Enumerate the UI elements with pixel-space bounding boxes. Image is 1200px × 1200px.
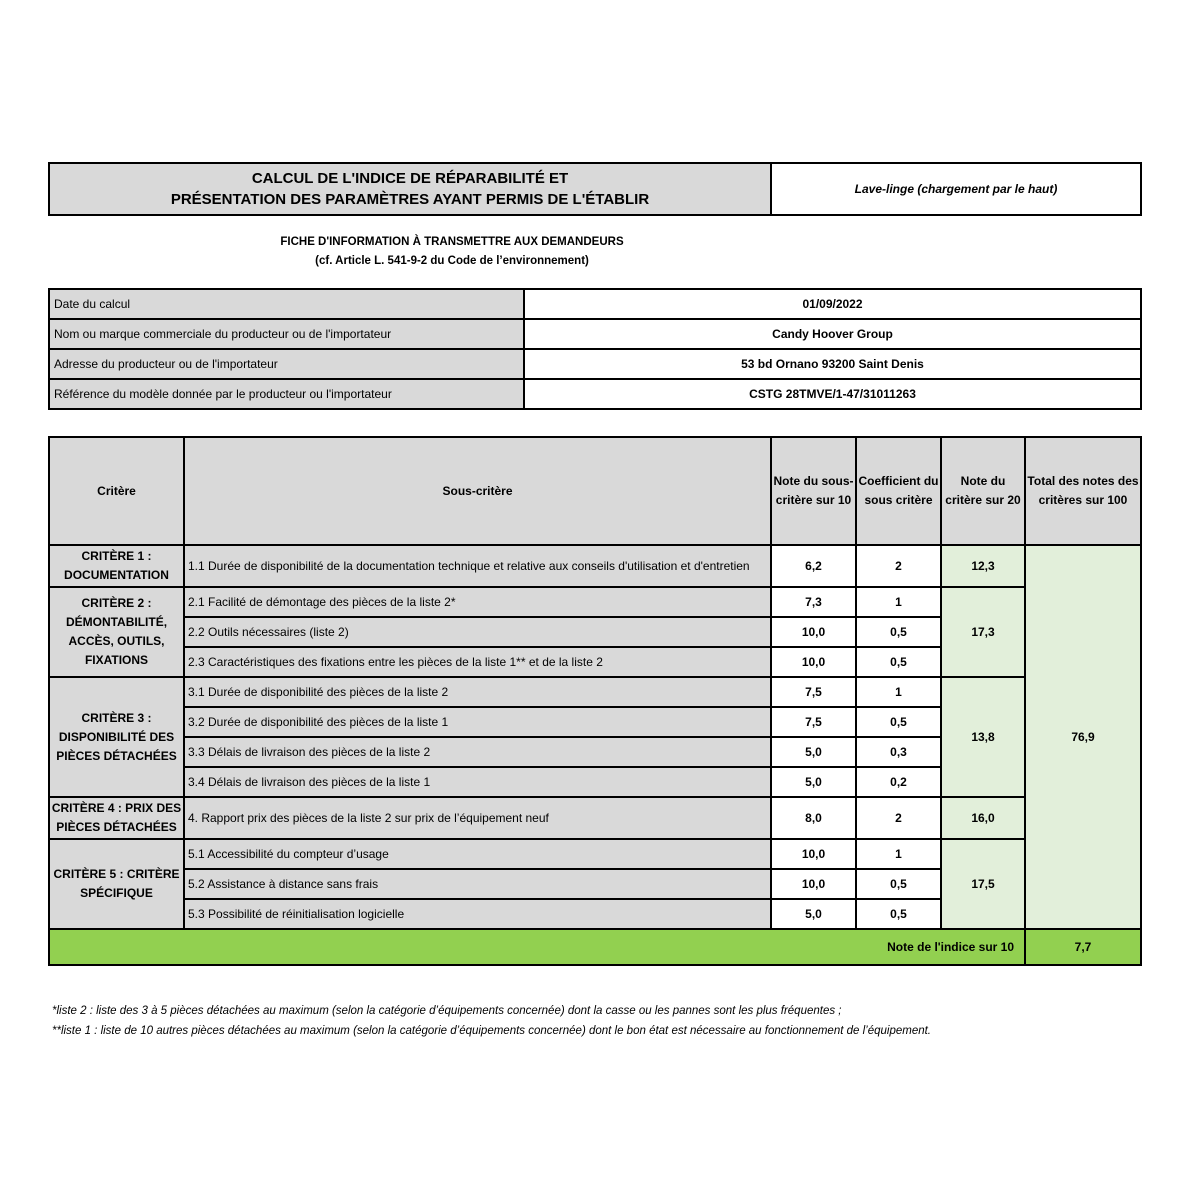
criterion-name: CRITÈRE 3 : DISPONIBILITÉ DES PIÈCES DÉTACHÉES	[49, 677, 184, 797]
info-value: 53 bd Ornano 93200 Saint Denis	[524, 349, 1141, 379]
sub-criterion-label: 2.2 Outils nécessaires (liste 2)	[184, 617, 771, 647]
criterion-name: CRITÈRE 1 : DOCUMENTATION	[49, 545, 184, 587]
info-label: Nom ou marque commerciale du producteur ou de l'importateur	[49, 319, 524, 349]
table-row	[49, 587, 1141, 617]
info-label: Adresse du producteur ou de l'importateur	[49, 349, 524, 379]
table-row	[49, 839, 1141, 869]
header-note-sous-critere: Note du sous-critère sur 10	[771, 437, 856, 545]
sub-criterion-label: 3.1 Durée de disponibilité des pièces de la liste 2	[184, 677, 771, 707]
info-value: Candy Hoover Group	[524, 319, 1141, 349]
criterion-score: 16,0	[941, 797, 1025, 839]
sub-criterion-coefficient: 2	[856, 545, 941, 587]
info-row	[49, 349, 1141, 379]
sub-criterion-coefficient: 0,5	[856, 617, 941, 647]
sub-criterion-coefficient: 0,3	[856, 737, 941, 767]
header-coefficient: Coefficient du sous critère	[856, 437, 941, 545]
criterion-name: CRITÈRE 5 : CRITÈRE SPÉCIFIQUE	[49, 839, 184, 929]
sub-criterion-label: 5.3 Possibilité de réinitialisation logicielle	[184, 899, 771, 929]
subtitle-line-2: (cf. Article L. 541-9-2 du Code de l’environnement)	[315, 255, 589, 267]
sub-criterion-note: 5,0	[771, 899, 856, 929]
document-title	[49, 163, 771, 215]
criterion-score: 17,5	[941, 839, 1025, 929]
sub-criterion-coefficient: 2	[856, 797, 941, 839]
index-label: Note de l'indice sur 10	[49, 929, 1025, 965]
score-table	[48, 436, 1142, 966]
sub-criterion-label: 3.2 Durée de disponibilité des pièces de la liste 1	[184, 707, 771, 737]
sub-criterion-label: 2.3 Caractéristiques des fixations entre les pièces de la liste 1** et de la liste 2	[184, 647, 771, 677]
title-line-2: PRÉSENTATION DES PARAMÈTRES AYANT PERMIS DE L'ÉTABLIR	[170, 191, 650, 208]
info-row	[49, 319, 1141, 349]
sub-criterion-note: 7,5	[771, 707, 856, 737]
criterion-name: CRITÈRE 2 : DÉMONTABILITÉ, ACCÈS, OUTILS, FIXATIONS	[49, 587, 184, 677]
header-critere: Critère	[49, 437, 184, 545]
index-value: 7,7	[1025, 929, 1141, 965]
sub-criterion-note: 7,5	[771, 677, 856, 707]
criterion-score: 12,3	[941, 545, 1025, 587]
sub-criterion-coefficient: 0,5	[856, 899, 941, 929]
info-label: Date du calcul	[49, 289, 524, 319]
footnote-liste-2: *liste 2 : liste des 3 à 5 pièces détachées au maximum (selon la catégorie d’équipements concernée) dont la casse ou les pannes sont les plus fréquentes ;	[52, 1005, 842, 1017]
sub-criterion-label: 1.1 Durée de disponibilité de la documentation technique et relative aux conseils d'utilisation et d'entretien	[184, 545, 771, 587]
criterion-name: CRITÈRE 4 : PRIX DES PIÈCES DÉTACHÉES	[49, 797, 184, 839]
info-row	[49, 379, 1141, 409]
table-row	[49, 797, 1141, 839]
sub-criterion-label: 5.2 Assistance à distance sans frais	[184, 869, 771, 899]
info-value: 01/09/2022	[524, 289, 1141, 319]
header-note-critere: Note du critère sur 20	[941, 437, 1025, 545]
header-total: Total des notes des critères sur 100	[1025, 437, 1141, 545]
table-row	[49, 677, 1141, 707]
sub-criterion-note: 5,0	[771, 737, 856, 767]
sub-criterion-label: 5.1 Accessibilité du compteur d’usage	[184, 839, 771, 869]
subtitle-line-1: FICHE D'INFORMATION À TRANSMETTRE AUX DEMANDEURS	[280, 236, 624, 248]
sub-criterion-note: 10,0	[771, 869, 856, 899]
footnote-liste-1: **liste 1 : liste de 10 autres pièces détachées au maximum (selon la catégorie d’équipements concernée) dont le bon état est nécessaire au fonctionnement de l’équipement.	[52, 1025, 931, 1037]
title-block	[48, 162, 1142, 216]
header-sous-critere: Sous-critère	[184, 437, 771, 545]
sub-criterion-coefficient: 0,5	[856, 647, 941, 677]
sub-criterion-note: 8,0	[771, 797, 856, 839]
sub-criterion-label: 3.3 Délais de livraison des pièces de la liste 2	[184, 737, 771, 767]
sub-criterion-coefficient: 1	[856, 677, 941, 707]
sub-criterion-label: 2.1 Facilité de démontage des pièces de la liste 2*	[184, 587, 771, 617]
sub-criterion-coefficient: 1	[856, 587, 941, 617]
info-row	[49, 289, 1141, 319]
sub-criterion-coefficient: 0,2	[856, 767, 941, 797]
sub-criterion-note: 10,0	[771, 617, 856, 647]
subtitle	[48, 233, 856, 271]
sub-criterion-coefficient: 0,5	[856, 869, 941, 899]
sub-criterion-note: 5,0	[771, 767, 856, 797]
sub-criterion-note: 10,0	[771, 839, 856, 869]
info-table	[48, 288, 1142, 410]
criterion-score: 13,8	[941, 677, 1025, 797]
sub-criterion-note: 6,2	[771, 545, 856, 587]
criterion-score: 17,3	[941, 587, 1025, 677]
table-row	[49, 545, 1141, 587]
title-line-1: CALCUL DE L'INDICE DE RÉPARABILITÉ ET	[251, 170, 569, 187]
sub-criterion-label: 3.4 Délais de livraison des pièces de la liste 1	[184, 767, 771, 797]
product-type: Lave-linge (chargement par le haut)	[771, 163, 1141, 215]
info-value: CSTG 28TMVE/1-47/31011263	[524, 379, 1141, 409]
sub-criterion-coefficient: 1	[856, 839, 941, 869]
info-label: Référence du modèle donnée par le producteur ou l'importateur	[49, 379, 524, 409]
sub-criterion-note: 10,0	[771, 647, 856, 677]
total-score: 76,9	[1025, 545, 1141, 929]
sub-criterion-coefficient: 0,5	[856, 707, 941, 737]
sub-criterion-label: 4. Rapport prix des pièces de la liste 2 sur prix de l’équipement neuf	[184, 797, 771, 839]
index-row	[49, 929, 1141, 965]
header-row	[49, 437, 1141, 545]
sub-criterion-note: 7,3	[771, 587, 856, 617]
